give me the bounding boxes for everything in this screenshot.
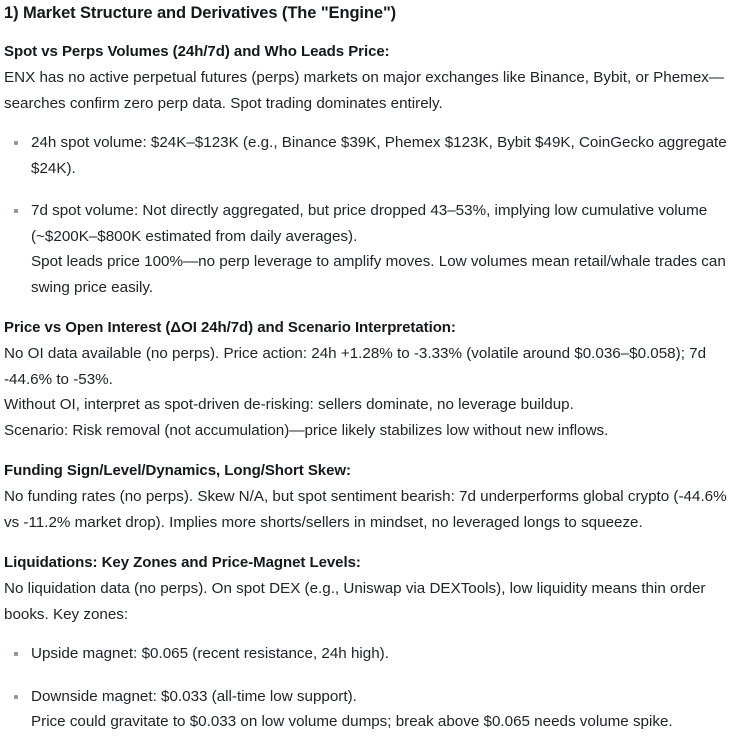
list-item-line: 7d spot volume: Not directly aggregated, but price dropped 43–53%, implying low cumulative volume (~$200K–$800K estimated from daily averages). [31, 202, 708, 245]
list-item-line: Downside magnet: $0.033 (all-time low support). [31, 687, 357, 705]
section-spot-vs-perps [4, 41, 742, 300]
list-item-line: Price could gravitate to $0.033 on low volume dumps; break above $0.065 needs volume spike. [31, 713, 673, 730]
page-title: 1) Market Structure and Derivatives (The "Engine") [4, 4, 397, 22]
list-item [4, 684, 742, 735]
section-paragraph: No funding rates (no perps). Skew N/A, but spot sentiment bearish: 7d underperforms global crypto (-44.6% vs -11.2% market drop). Implies more shorts/sellers in mindset, no leveraged longs to squeeze. [4, 488, 727, 531]
section-paragraph: No liquidation data (no perps). On spot DEX (e.g., Uniswap via DEXTools), low liquidity means thin order books. Key zones: [4, 580, 706, 623]
bullet-list [4, 130, 742, 300]
list-item-line: 24h spot volume: $24K–$123K (e.g., Binance $39K, Phemex $123K, Bybit $49K, CoinGecko aggregate $24K). [31, 134, 727, 177]
section-funding [4, 460, 742, 535]
list-item-line: Spot leads price 100%—no perp leverage to amplify moves. Low volumes mean retail/whale trades can swing price easily. [31, 253, 726, 296]
section-price-vs-open-interest [4, 317, 742, 443]
section-heading: Liquidations: Key Zones and Price-Magnet Levels: [4, 554, 361, 571]
list-item [4, 641, 742, 667]
section-liquidations [4, 552, 742, 735]
section-heading: Price vs Open Interest (ΔOI 24h/7d) and Scenario Interpretation: [4, 319, 456, 336]
section-heading: Funding Sign/Level/Dynamics, Long/Short Skew: [4, 462, 351, 479]
list-item [4, 130, 742, 181]
section-heading: Spot vs Perps Volumes (24h/7d) and Who Leads Price: [4, 43, 390, 60]
section-paragraph: No OI data available (no perps). Price action: 24h +1.28% to -3.33% (volatile around $0.036–$0.058); 7d -44.6% to -53%. Without OI, interpret as spot-driven de-risking: sellers dominate, no leverage buildup. Scenario: Risk removal (not accumulation)—price likely stabilizes low without new inflows. [4, 345, 707, 439]
bullet-list [4, 641, 742, 735]
section-paragraph: ENX has no active perpetual futures (perps) markets on major exchanges like Binance, Bybit, or Phemex—searches confirm zero perp data. Spot trading dominates entirely. [4, 69, 725, 112]
list-item-line: Upside magnet: $0.065 (recent resistance, 24h high). [31, 645, 389, 662]
list-item [4, 198, 742, 300]
